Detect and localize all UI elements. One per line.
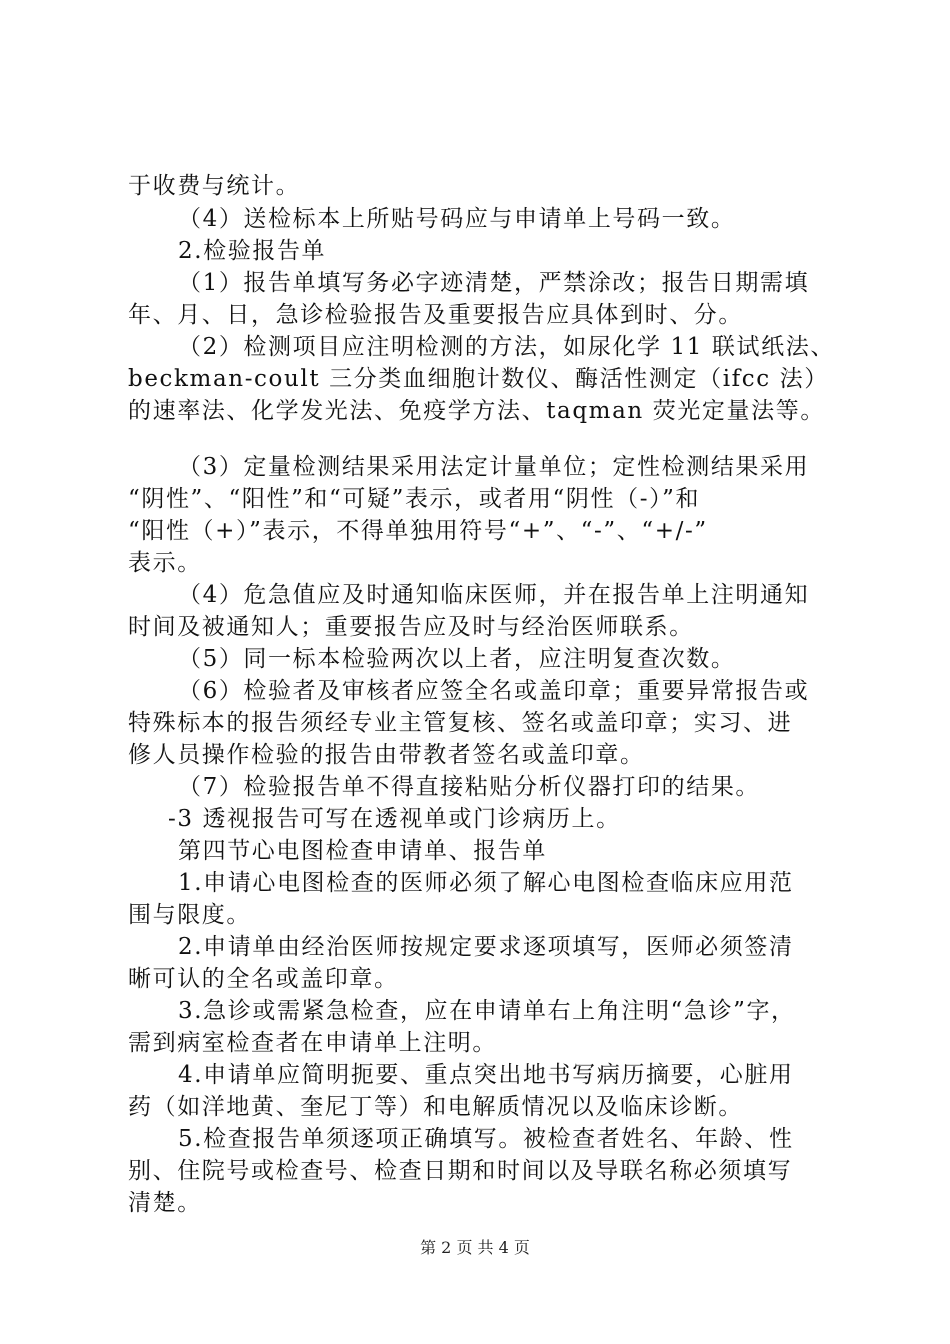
text-line: 年、月、日，急诊检验报告及重要报告应具体到时、分。 bbox=[128, 302, 743, 328]
text-line: 5.检查报告单须逐项正确填写。被检查者姓名、年龄、性 bbox=[178, 1126, 794, 1152]
text-line: 1.申请心电图检查的医师必须了解心电图检查临床应用范 bbox=[178, 870, 794, 896]
text-line: 药（如洋地黄、奎尼丁等）和电解质情况以及临床诊断。 bbox=[128, 1094, 743, 1120]
text-line: 晰可认的全名或盖印章。 bbox=[128, 966, 399, 992]
text-line: 需到病室检查者在申请单上注明。 bbox=[128, 1030, 497, 1056]
text-line: 时间及被通知人；重要报告应及时与经治医师联系。 bbox=[128, 614, 694, 640]
text-line: “阳性（+）”表示，不得单独用符号“+”、“-”、“+/-” bbox=[128, 518, 708, 544]
text-line: beckman-coult 三分类血细胞计数仪、酶活性测定（ifcc 法） bbox=[128, 366, 829, 392]
text-line: 清楚。 bbox=[128, 1190, 202, 1216]
text-line: （2）检测项目应注明检测的方法，如尿化学 11 联试纸法、 bbox=[178, 334, 835, 360]
text-line: （5）同一标本检验两次以上者，应注明复查次数。 bbox=[178, 646, 736, 672]
text-line: （7）检验报告单不得直接粘贴分析仪器打印的结果。 bbox=[178, 774, 761, 800]
text-line: 别、住院号或检查号、检查日期和时间以及导联名称必须填写 bbox=[128, 1158, 793, 1184]
text-line: （3）定量检测结果采用法定计量单位；定性检测结果采用 bbox=[178, 454, 810, 480]
text-line: 的速率法、化学发光法、免疫学方法、taqman 荧光定量法等。 bbox=[128, 398, 825, 424]
page-footer: 第 2 页 共 4 页 bbox=[420, 1238, 530, 1257]
text-line: 特殊标本的报告须经专业主管复核、签名或盖印章；实习、进 bbox=[128, 710, 793, 736]
text-line: （4）危急值应及时通知临床医师，并在报告单上注明通知 bbox=[178, 582, 810, 608]
text-line: 于收费与统计。 bbox=[128, 173, 301, 199]
text-line: -3 透视报告可写在透视单或门诊病历上。 bbox=[168, 806, 621, 832]
text-line: 修人员操作检验的报告由带教者签名或盖印章。 bbox=[128, 742, 645, 768]
text-line: 4.申请单应简明扼要、重点突出地书写病历摘要，心脏用 bbox=[178, 1062, 794, 1088]
text-line: （4）送检标本上所贴号码应与申请单上号码一致。 bbox=[178, 206, 736, 232]
text-line: 围与限度。 bbox=[128, 902, 251, 928]
text-line: “阴性”、“阳性”和“可疑”表示，或者用“阴性（-）”和 bbox=[128, 486, 701, 512]
section-heading: 2.检验报告单 bbox=[178, 238, 327, 264]
text-line: （1）报告单填写务必字迹清楚，严禁涂改；报告日期需填 bbox=[178, 270, 810, 296]
text-line: （6）检验者及审核者应签全名或盖印章；重要异常报告或 bbox=[178, 678, 810, 704]
section-heading: 第四节心电图检查申请单、报告单 bbox=[178, 838, 547, 864]
text-line: 表示。 bbox=[128, 550, 202, 576]
text-line: 2.申请单由经治医师按规定要求逐项填写，医师必须签清 bbox=[178, 934, 794, 960]
text-line: 3.急诊或需紧急检查，应在申请单右上角注明“急诊”字， bbox=[178, 998, 796, 1024]
